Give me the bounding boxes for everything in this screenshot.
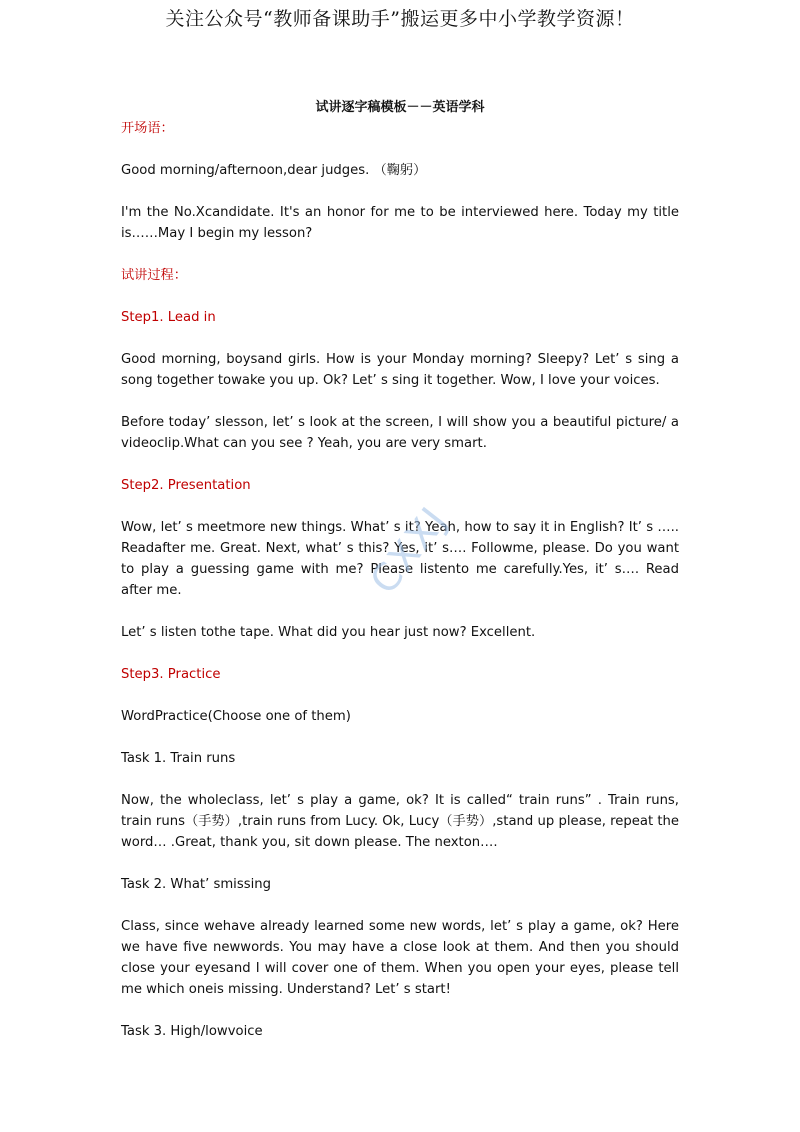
watermark: CXXJ [361,497,457,603]
paragraph-word-practice: WordPractice(Choose one of them) [121,709,351,724]
paragraph-greeting: Good morning/afternoon,dear judges. （鞠躬） [121,163,427,178]
paragraph-presentation-tape: Let’ s listen tothe tape. What did you hear just now? Excellent. [121,625,536,640]
paragraph-whats-missing: Class, since wehave already learned some new words, let’ s play a game, ok? Here we have five newwords. You may have a close look at them. And then you should close your eyesand I will cover one of them. When you open your eyes, please tell me which oneis missing. Understand? Let’ s start! [121,919,679,997]
task-heading-train-runs: Task 1. Train runs [121,751,236,766]
task-heading-high-low-voice: Task 3. High/lowvoice [121,1024,263,1039]
step-heading-practice: Step3. Practice [121,667,221,682]
section-heading-process: 试讲过程： [121,268,187,283]
paragraph-introduction: I'm the No.Xcandidate. It's an honor for me to be interviewed here. Today my title is……May I begin my lesson? [121,205,679,241]
step-heading-lead-in: Step1. Lead in [121,310,216,325]
paragraph-train-runs: Now, the wholeclass, let’ s play a game, ok? It is called“ train runs” . Train runs, train runs（手势）,train runs from Lucy. Ok, Lucy（手势）,stand up please, repeat the word… .Great, thank you, sit down please. The nexton…. [121,793,679,850]
paragraph-presentation-words: Wow, let’ s meetmore new things. What’ s it? Yeah, how to say it in English? It’ s ….. Readafter me. Great. Next, what’ s this? Yes, it’ s…. Followme, please. Do you want to play a guessing game with me? Please listento me carefully.Yes, it’ s…. Read after me. [121,520,679,598]
step-heading-presentation: Step2. Presentation [121,478,251,493]
task-heading-whats-missing: Task 2. What’ smissing [121,877,271,892]
document-title: 试讲逐字稿模板－－英语学科 [315,100,485,115]
paragraph-lead-in-screen: Before today’ slesson, let’ s look at the screen, I will show you a beautiful picture/ a videoclip.What can you see ? Yeah, you are very smart. [121,415,679,451]
section-heading-opening: 开场语： [121,121,174,136]
paragraph-lead-in-song: Good morning, boysand girls. How is your Monday morning? Sleepy? Let’ s sing a song together towake you up. Ok? Let’ s sing it together. Wow, I love your voices. [121,352,679,388]
promo-banner: 关注公众号“教师备课助手”搬运更多中小学教学资源！ [165,8,635,30]
